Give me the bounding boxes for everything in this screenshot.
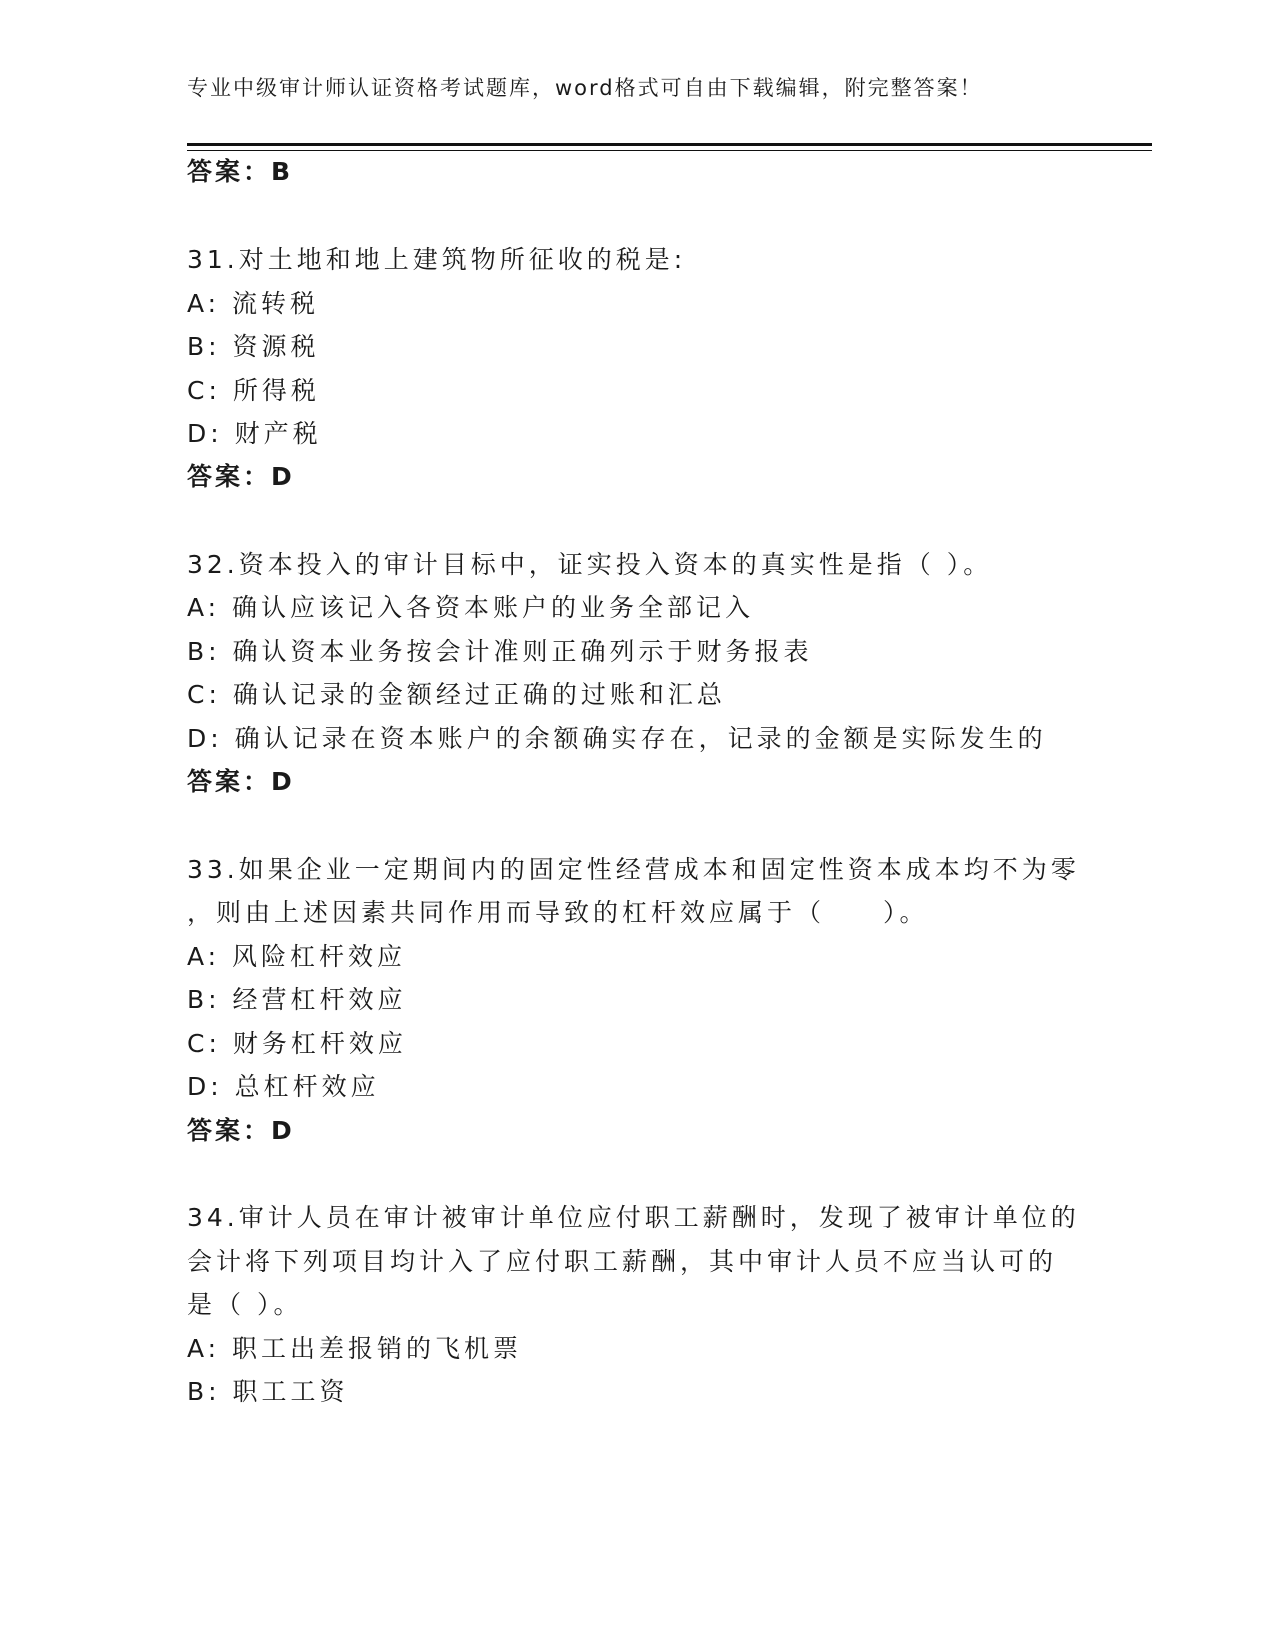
- question-line: 34.审计人员在审计被审计单位应付职工薪酬时，发现了被审计单位的: [187, 1203, 1080, 1232]
- option-line: B: 职工工资: [187, 1377, 349, 1406]
- option-line: B: 确认资本业务按会计准则正确列示于财务报表: [187, 637, 813, 666]
- option-line: A: 流转税: [187, 289, 320, 318]
- option-line: B: 资源税: [187, 332, 320, 361]
- option-line: B: 经营杠杆效应: [187, 985, 407, 1014]
- question-line: 33.如果企业一定期间内的固定性经营成本和固定性资本成本均不为零: [187, 855, 1080, 884]
- answer-line: 答案：D: [187, 767, 295, 796]
- option-line: C: 确认记录的金额经过正确的过账和汇总: [187, 680, 726, 709]
- question-line: 会计将下列项目均计入了应付职工薪酬，其中审计人员不应当认可的: [187, 1247, 1058, 1276]
- option-line: D: 确认记录在资本账户的余额确实存在，记录的金额是实际发生的: [187, 724, 1047, 753]
- option-line: C: 财务杠杆效应: [187, 1029, 407, 1058]
- option-line: D: 财产税: [187, 419, 322, 448]
- question-line: 31.对土地和地上建筑物所征收的税是:: [187, 245, 687, 274]
- option-line: A: 风险杠杆效应: [187, 942, 407, 971]
- header-rule-thick: [187, 143, 1152, 146]
- question-line: 32.资本投入的审计目标中，证实投入资本的真实性是指（ ）。: [187, 550, 993, 579]
- option-line: C: 所得税: [187, 376, 320, 405]
- option-line: A: 职工出差报销的飞机票: [187, 1334, 523, 1363]
- answer-line: 答案：D: [187, 462, 295, 491]
- question-line: ，则由上述因素共同作用而导致的杠杆效应属于（ ）。: [187, 898, 929, 927]
- option-line: A: 确认应该记入各资本账户的业务全部记入: [187, 593, 755, 622]
- header-rule-thin: [187, 150, 1152, 151]
- answer-line: 答案：B: [187, 157, 294, 186]
- answer-line: 答案：D: [187, 1116, 295, 1145]
- question-line: 是（ ）。: [187, 1290, 303, 1319]
- header-text: 专业中级审计师认证资格考试题库，word格式可自由下载编辑，附完整答案！: [187, 76, 983, 100]
- option-line: D: 总杠杆效应: [187, 1072, 380, 1101]
